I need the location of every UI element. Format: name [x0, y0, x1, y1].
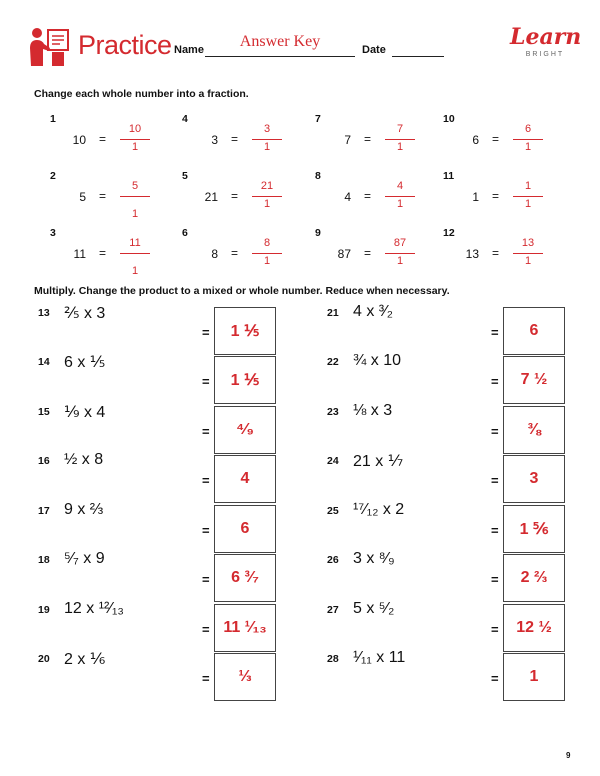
fraction-bar — [120, 253, 150, 254]
answer-denominator: 1 — [524, 141, 532, 153]
multiply-problem — [327, 550, 597, 601]
answer-box[interactable]: 1 ⅕ — [214, 356, 276, 404]
name-field-value[interactable]: Answer Key — [239, 33, 321, 50]
problem-expression: 6 x ⅕ — [64, 354, 106, 371]
problem-number: 21 — [327, 307, 339, 319]
answer-denominator: 1 — [524, 198, 532, 210]
problem-expression: 3 x ⁸⁄₉ — [353, 550, 395, 567]
problem-number: 10 — [443, 113, 455, 125]
multiply-problem — [327, 303, 597, 354]
multiply-problem — [327, 649, 597, 700]
multiply-problem — [38, 501, 308, 552]
problem-number: 5 — [182, 170, 188, 182]
section2-instructions: Multiply. Change the product to a mixed or whole number. Reduce when necessary. — [34, 285, 450, 297]
multiply-problem — [327, 454, 597, 502]
answer-numerator: 1 — [524, 180, 532, 192]
equals-sign: = — [491, 572, 499, 587]
equals-sign: = — [491, 424, 499, 439]
problem-number: 26 — [327, 554, 339, 566]
fraction-problem — [182, 227, 322, 277]
answer-box[interactable]: 6 — [503, 307, 565, 355]
answer-box[interactable]: 1 ⅕ — [214, 307, 276, 355]
whole-number: 13 — [465, 247, 479, 261]
fraction-problem — [443, 113, 583, 163]
answer-denominator: 1 — [263, 141, 271, 153]
fraction-problem — [315, 227, 455, 277]
equals-sign: = — [231, 246, 239, 260]
equals-sign: = — [202, 523, 210, 538]
problem-number: 17 — [38, 505, 50, 517]
equals-sign: = — [491, 325, 499, 340]
answer-denominator: 1 — [131, 265, 139, 277]
fraction-bar — [385, 196, 415, 197]
date-field[interactable] — [392, 56, 444, 57]
fraction-bar — [385, 253, 415, 254]
problem-expression: 21 x ⅐ — [353, 453, 404, 470]
problem-expression: ¾ x 10 — [353, 352, 402, 369]
problem-number: 23 — [327, 406, 339, 418]
multiply-problem — [327, 402, 597, 453]
problem-number: 7 — [315, 113, 321, 125]
equals-sign: = — [99, 189, 107, 203]
fraction-problem — [182, 170, 322, 220]
equals-sign: = — [231, 132, 239, 146]
problem-number: 18 — [38, 554, 50, 566]
equals-sign: = — [202, 572, 210, 587]
answer-box[interactable]: ⅜ — [503, 406, 565, 454]
answer-denominator: 1 — [131, 141, 139, 153]
equals-sign: = — [202, 325, 210, 340]
problem-number: 1 — [50, 113, 56, 125]
answer-numerator: 11 — [129, 237, 141, 249]
answer-box[interactable]: 12 ½ — [503, 604, 565, 652]
problem-number: 4 — [182, 113, 188, 125]
answer-numerator: 7 — [396, 123, 404, 135]
problem-number: 13 — [38, 307, 50, 319]
page-number: 9 — [566, 751, 571, 760]
answer-numerator: 6 — [524, 123, 532, 135]
multiply-problem — [38, 652, 308, 700]
multiply-problem — [38, 600, 308, 651]
section1-instructions: Change each whole number into a fraction. — [34, 88, 249, 100]
problem-number: 16 — [38, 455, 50, 467]
fraction-bar — [252, 139, 282, 140]
equals-sign: = — [99, 132, 107, 146]
logo-word: Learn — [510, 24, 582, 50]
whole-number: 5 — [79, 190, 86, 204]
answer-denominator: 1 — [131, 208, 139, 220]
name-line — [205, 56, 355, 57]
problem-number: 28 — [327, 653, 339, 665]
learn-bright-logo — [510, 24, 580, 66]
fraction-problem — [315, 113, 455, 163]
fraction-problem — [50, 113, 190, 163]
answer-numerator: 5 — [131, 180, 139, 192]
fraction-bar — [385, 139, 415, 140]
multiply-problem — [327, 600, 597, 651]
problem-expression: 2 x ⅙ — [64, 651, 106, 668]
answer-box[interactable]: ⁴⁄₉ — [214, 406, 276, 454]
page-title: Practice — [78, 30, 172, 60]
equals-sign: = — [231, 189, 239, 203]
whole-number: 87 — [337, 247, 351, 261]
date-label: Date — [362, 44, 386, 56]
fraction-problem — [443, 170, 583, 220]
answer-box[interactable]: 7 ½ — [503, 356, 565, 404]
problem-expression: ⅛ x 3 — [353, 402, 393, 419]
problem-expression: ⅑ x 4 — [64, 404, 106, 421]
answer-numerator: 87 — [393, 237, 407, 249]
whole-number: 1 — [472, 190, 479, 204]
problem-number: 19 — [38, 604, 50, 616]
equals-sign: = — [364, 246, 372, 260]
equals-sign: = — [364, 189, 372, 203]
answer-denominator: 1 — [396, 198, 404, 210]
equals-sign: = — [202, 424, 210, 439]
problem-expression: ¹⁄₁₁ x 11 — [353, 649, 406, 666]
answer-numerator: 13 — [521, 237, 535, 249]
problem-expression: 5 x ⁵⁄₂ — [353, 600, 395, 617]
problem-number: 15 — [38, 406, 50, 418]
equals-sign: = — [491, 622, 499, 637]
page-header — [0, 0, 600, 80]
multiply-problem — [38, 550, 308, 601]
teacher-board-icon — [28, 26, 74, 68]
equals-sign: = — [492, 246, 500, 260]
fraction-bar — [252, 196, 282, 197]
problem-expression: ¹⁷⁄₁₂ x 2 — [353, 501, 405, 518]
problem-expression: ⅖ x 3 — [64, 305, 106, 322]
equals-sign: = — [491, 671, 499, 686]
problem-expression: ⁵⁄₇ x 9 — [64, 550, 105, 567]
equals-sign: = — [364, 132, 372, 146]
whole-number: 4 — [344, 190, 351, 204]
problem-expression: ½ x 8 — [64, 451, 104, 468]
answer-box[interactable]: ⅓ — [214, 653, 276, 701]
problem-number: 14 — [38, 356, 50, 368]
problem-number: 25 — [327, 505, 339, 517]
problem-number: 20 — [38, 653, 50, 665]
answer-box[interactable]: 6 ³⁄₇ — [214, 554, 276, 602]
answer-box[interactable]: 2 ⅔ — [503, 554, 565, 602]
whole-number: 7 — [344, 133, 351, 147]
logo-subtext: BRIGHT — [525, 51, 565, 58]
problem-number: 27 — [327, 604, 339, 616]
problem-expression: 4 x ³⁄₂ — [353, 303, 393, 320]
whole-number: 21 — [204, 190, 218, 204]
problem-number: 2 — [50, 170, 56, 182]
fraction-problem — [182, 113, 322, 163]
answer-numerator: 8 — [263, 237, 271, 249]
answer-numerator: 21 — [260, 180, 274, 192]
answer-denominator: 1 — [263, 198, 271, 210]
answer-numerator: 10 — [128, 123, 142, 135]
fraction-bar — [252, 253, 282, 254]
equals-sign: = — [202, 473, 210, 488]
problem-expression: 9 x ⅔ — [64, 501, 104, 518]
equals-sign: = — [492, 189, 500, 203]
multiply-problem — [327, 501, 597, 552]
answer-denominator: 1 — [263, 255, 271, 267]
fraction-bar — [120, 196, 150, 197]
answer-denominator: 1 — [396, 141, 404, 153]
fraction-problem — [50, 170, 190, 220]
fraction-bar — [513, 253, 543, 254]
equals-sign: = — [492, 132, 500, 146]
equals-sign: = — [491, 473, 499, 488]
name-label: Name — [174, 44, 204, 56]
answer-box[interactable]: 1 — [503, 653, 565, 701]
equals-sign: = — [202, 622, 210, 637]
answer-numerator: 4 — [396, 180, 404, 192]
fraction-bar — [513, 139, 543, 140]
whole-number: 6 — [472, 133, 479, 147]
problem-number: 12 — [443, 227, 455, 239]
multiply-problem — [327, 352, 597, 403]
problem-expression: 12 x ¹²⁄₁₃ — [64, 600, 124, 617]
multiply-problem — [38, 306, 308, 354]
equals-sign: = — [202, 671, 210, 686]
answer-box[interactable]: 4 — [214, 455, 276, 503]
multiply-problem — [38, 405, 308, 453]
fraction-problem — [443, 227, 583, 277]
whole-number: 3 — [211, 133, 218, 147]
equals-sign: = — [99, 246, 107, 260]
fraction-bar — [120, 139, 150, 140]
answer-denominator: 1 — [524, 255, 532, 267]
whole-number: 11 — [73, 247, 86, 261]
problem-number: 22 — [327, 356, 339, 368]
multiply-problem — [38, 355, 308, 403]
problem-number: 11 — [443, 170, 455, 182]
fraction-problem — [315, 170, 455, 220]
answer-box[interactable]: 11 ¹⁄₁₃ — [214, 604, 276, 652]
whole-number: 10 — [72, 133, 86, 147]
equals-sign: = — [491, 374, 499, 389]
fraction-bar — [513, 196, 543, 197]
answer-denominator: 1 — [396, 255, 404, 267]
problem-number: 6 — [182, 227, 188, 239]
problem-number: 24 — [327, 455, 339, 467]
answer-box[interactable]: 1 ⅚ — [503, 505, 565, 553]
fraction-problem — [50, 227, 190, 277]
problem-number: 8 — [315, 170, 321, 182]
multiply-problem — [38, 451, 308, 502]
problem-number: 3 — [50, 227, 56, 239]
answer-numerator: 3 — [263, 123, 271, 135]
equals-sign: = — [202, 374, 210, 389]
problem-number: 9 — [315, 227, 321, 239]
equals-sign: = — [491, 523, 499, 538]
whole-number: 8 — [211, 247, 218, 261]
answer-box[interactable]: 3 — [503, 455, 565, 503]
answer-box[interactable]: 6 — [214, 505, 276, 553]
